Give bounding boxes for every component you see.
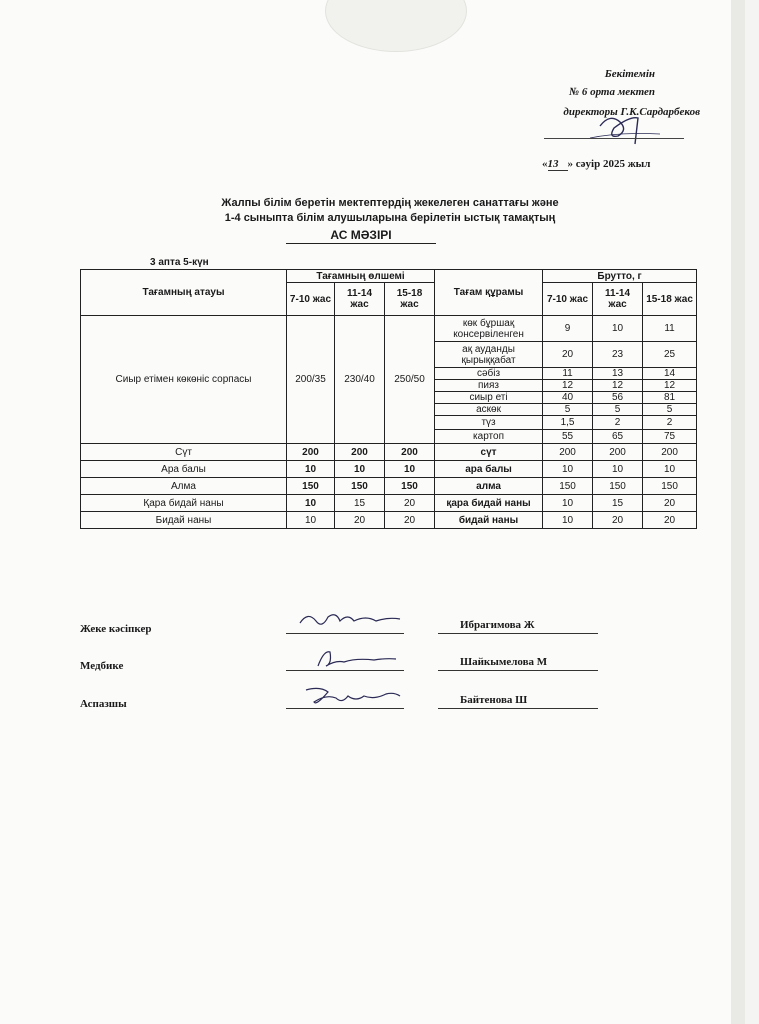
gross-cell: 25 xyxy=(643,342,697,368)
portion-cell: 230/40 xyxy=(335,316,385,444)
ingredient-name: сүт xyxy=(435,444,543,461)
age-header: 7-10 жас xyxy=(543,283,593,316)
ingredient-name: қара бидай наны xyxy=(435,495,543,512)
portion-cell: 20 xyxy=(385,512,435,529)
ingredient-name: пияз xyxy=(435,380,543,392)
portion-cell: 20 xyxy=(335,512,385,529)
portion-cell: 200/35 xyxy=(287,316,335,444)
gross-cell: 12 xyxy=(543,380,593,392)
column-header-composition: Тағам құрамы xyxy=(435,270,543,316)
gross-cell: 10 xyxy=(543,512,593,529)
ingredient-name: ара балы xyxy=(435,461,543,478)
ingredient-name: картоп xyxy=(435,430,543,444)
portion-cell: 15 xyxy=(335,495,385,512)
column-header-portion: Тағамның өлшемі xyxy=(287,270,435,283)
gross-cell: 5 xyxy=(543,404,593,416)
gross-cell: 2 xyxy=(643,416,697,430)
table-row xyxy=(81,512,697,529)
gross-cell: 150 xyxy=(543,478,593,495)
gross-cell: 56 xyxy=(593,392,643,404)
dish-name: Алма xyxy=(81,478,287,495)
gross-cell: 150 xyxy=(643,478,697,495)
gross-cell: 20 xyxy=(643,512,697,529)
gross-cell: 12 xyxy=(643,380,697,392)
column-header-name: Тағамның атауы xyxy=(81,270,287,316)
signature-name: Ибрагимова Ж xyxy=(460,619,535,631)
ingredient-name: бидай наны xyxy=(435,512,543,529)
ingredient-name: сиыр еті xyxy=(435,392,543,404)
signature-line xyxy=(286,633,404,634)
gross-cell: 200 xyxy=(593,444,643,461)
director-signature xyxy=(580,108,670,148)
gross-cell: 20 xyxy=(593,512,643,529)
entrepreneur-signature xyxy=(296,609,406,633)
approval-date-day: 13 xyxy=(548,158,568,171)
portion-cell: 150 xyxy=(385,478,435,495)
menu-table xyxy=(80,269,697,529)
ingredient-name: көк бұршақ консервіленген xyxy=(435,316,543,342)
portion-cell: 10 xyxy=(385,461,435,478)
gross-cell: 1,5 xyxy=(543,416,593,430)
signature-line xyxy=(286,708,404,709)
gross-cell: 11 xyxy=(543,368,593,380)
heading-line-2: 1-4 сыныпта білім алушыларына берілетін ыстық тамақтың xyxy=(224,212,556,224)
approval-signature-line xyxy=(544,138,684,139)
signature-name: Шайкымелова М xyxy=(460,656,548,668)
gross-cell: 10 xyxy=(543,461,593,478)
column-header-gross: Брутто, г xyxy=(543,270,697,283)
punch-hole xyxy=(325,0,467,52)
gross-cell: 12 xyxy=(593,380,643,392)
gross-cell: 200 xyxy=(543,444,593,461)
ingredient-name: ақ ауданды қырыққабат xyxy=(435,342,543,368)
gross-cell: 20 xyxy=(543,342,593,368)
gross-cell: 81 xyxy=(643,392,697,404)
table-row xyxy=(81,316,697,342)
ingredient-name: аскөк xyxy=(435,404,543,416)
ingredient-name: түз xyxy=(435,416,543,430)
heading-line-1: Жалпы білім беретін мектептердің жекелеген санаттағы және xyxy=(221,197,559,209)
gross-cell: 14 xyxy=(643,368,697,380)
gross-cell: 9 xyxy=(543,316,593,342)
name-line xyxy=(438,670,598,671)
age-header: 15-18 жас xyxy=(643,283,697,316)
name-line xyxy=(438,633,598,634)
gross-cell: 200 xyxy=(643,444,697,461)
menu-title: АС МӘЗІРІ xyxy=(286,228,436,244)
dish-name: Сүт xyxy=(81,444,287,461)
age-header: 11-14 жас xyxy=(593,283,643,316)
signature-role: Жеке кәсіпкер xyxy=(80,623,152,635)
age-header: 11-14 жас xyxy=(335,283,385,316)
signature-line xyxy=(286,670,404,671)
gross-cell: 10 xyxy=(543,495,593,512)
gross-cell: 20 xyxy=(643,495,697,512)
nurse-signature xyxy=(296,646,406,672)
portion-cell: 200 xyxy=(335,444,385,461)
table-row xyxy=(81,478,697,495)
gross-cell: 65 xyxy=(593,430,643,444)
ingredient-name: сәбіз xyxy=(435,368,543,380)
week-day-label: 3 апта 5-күн xyxy=(150,257,209,268)
gross-cell: 10 xyxy=(593,316,643,342)
signature-name: Байтенова Ш xyxy=(460,694,528,706)
approval-date: «13 » сәуір 2025 жыл xyxy=(542,158,651,170)
gross-cell: 2 xyxy=(593,416,643,430)
portion-cell: 10 xyxy=(287,512,335,529)
portion-cell: 200 xyxy=(385,444,435,461)
approval-director: директоры Г.К.Сардарбеков xyxy=(563,106,700,118)
table-row xyxy=(81,444,697,461)
portion-cell: 150 xyxy=(335,478,385,495)
gross-cell: 10 xyxy=(593,461,643,478)
approval-label: Бекітемін xyxy=(604,68,655,80)
portion-cell: 10 xyxy=(287,495,335,512)
age-header: 15-18 жас xyxy=(385,283,435,316)
gross-cell: 13 xyxy=(593,368,643,380)
approval-school: № 6 орта мектеп xyxy=(569,86,655,98)
gross-cell: 23 xyxy=(593,342,643,368)
gross-cell: 55 xyxy=(543,430,593,444)
gross-cell: 15 xyxy=(593,495,643,512)
gross-cell: 150 xyxy=(593,478,643,495)
age-header: 7-10 жас xyxy=(287,283,335,316)
portion-cell: 10 xyxy=(287,461,335,478)
portion-cell: 20 xyxy=(385,495,435,512)
dish-name: Қара бидай наны xyxy=(81,495,287,512)
portion-cell: 250/50 xyxy=(385,316,435,444)
page-edge xyxy=(731,0,745,1024)
dish-name: Бидай наны xyxy=(81,512,287,529)
gross-cell: 5 xyxy=(643,404,697,416)
gross-cell: 40 xyxy=(543,392,593,404)
document-heading xyxy=(180,196,600,226)
gross-cell: 11 xyxy=(643,316,697,342)
cook-signature xyxy=(296,684,406,710)
table-row xyxy=(81,461,697,478)
portion-cell: 10 xyxy=(335,461,385,478)
signature-role: Медбике xyxy=(80,660,124,672)
table-row xyxy=(81,495,697,512)
portion-cell: 200 xyxy=(287,444,335,461)
portion-cell: 150 xyxy=(287,478,335,495)
gross-cell: 10 xyxy=(643,461,697,478)
dish-name: Ара балы xyxy=(81,461,287,478)
dish-name: Сиыр етімен көкөніс сорпасы xyxy=(81,316,287,444)
ingredient-name: алма xyxy=(435,478,543,495)
signature-role: Аспазшы xyxy=(80,698,127,710)
gross-cell: 5 xyxy=(593,404,643,416)
gross-cell: 75 xyxy=(643,430,697,444)
name-line xyxy=(438,708,598,709)
